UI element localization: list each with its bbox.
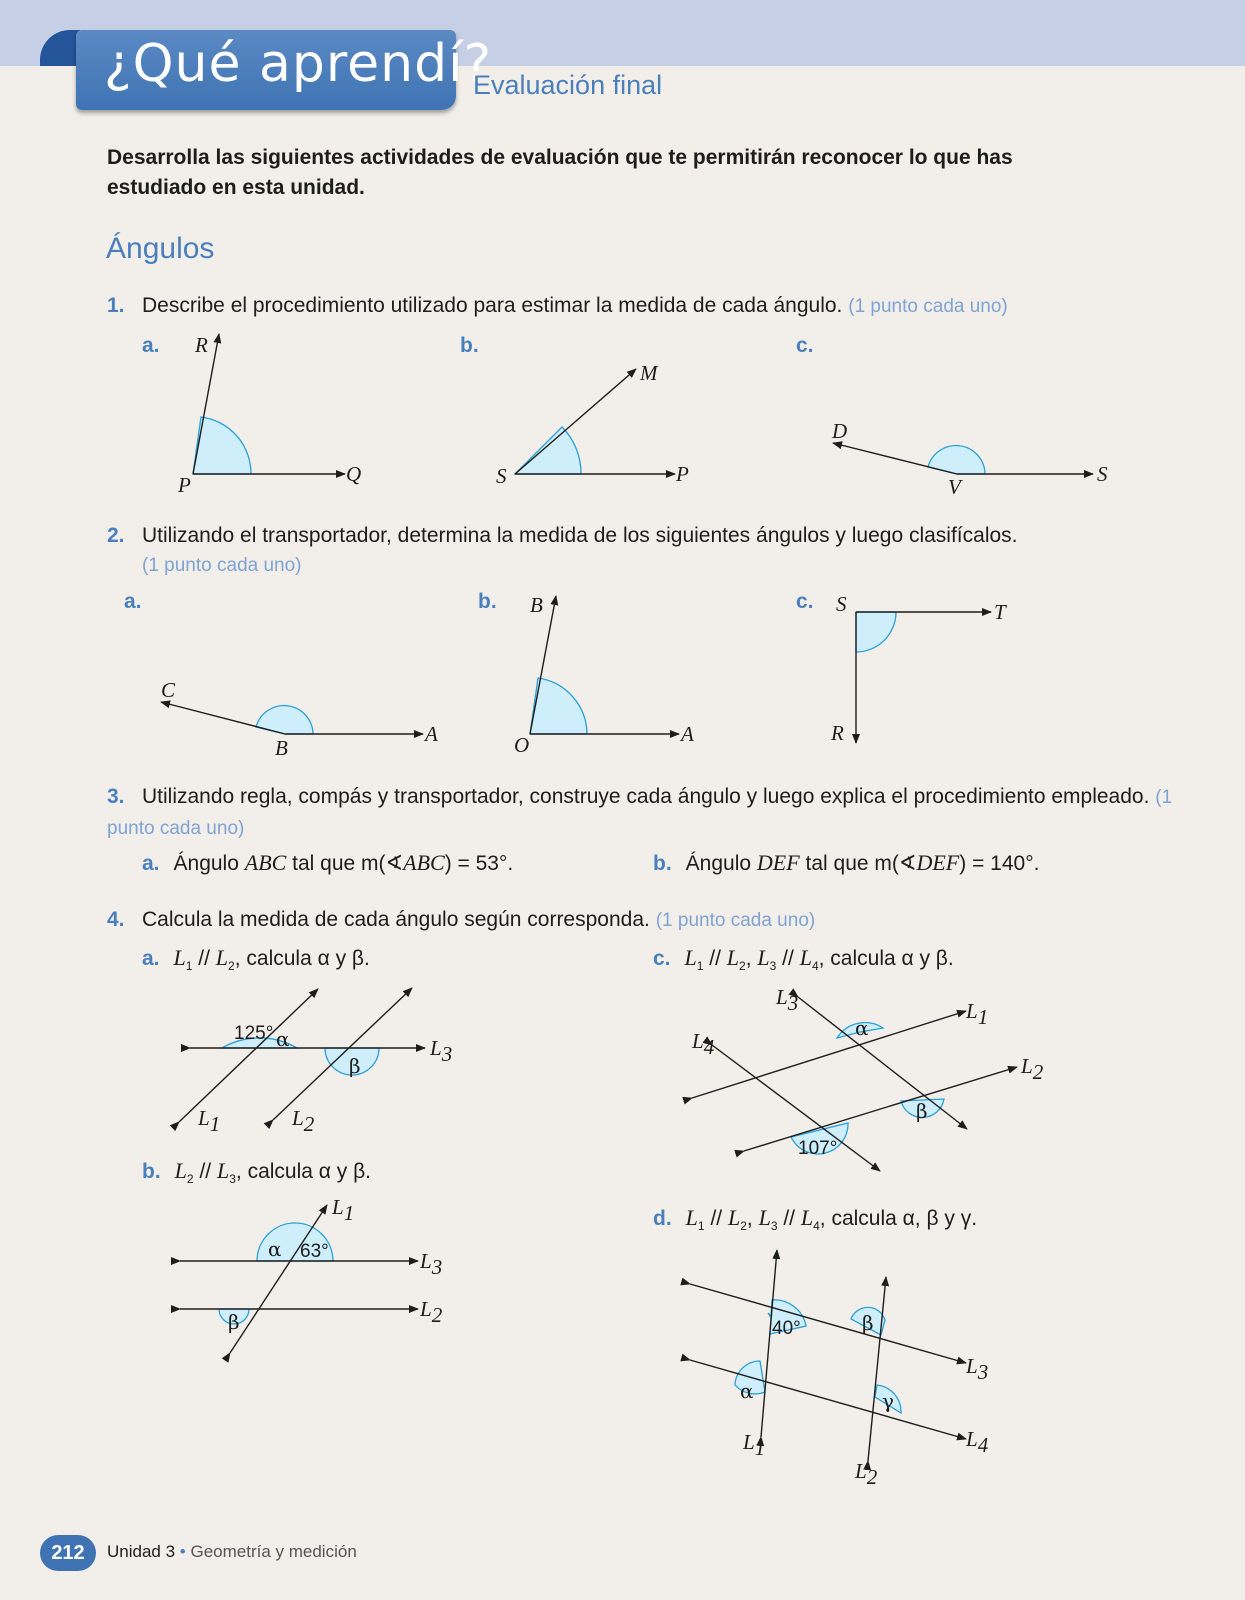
label-L2: L [292, 1106, 304, 1130]
q4-d-statement: d. $L_1 // L_2$, $L_3 // L_4$, calcula α, β y γ. [653, 1205, 978, 1233]
label-L3-sub: 3 [441, 1042, 453, 1066]
label-R: R [831, 721, 844, 745]
question-number: 1. [107, 294, 125, 317]
question-number: 4. [107, 908, 125, 931]
label-L3: L [966, 1354, 978, 1378]
line-L1-sub: 1 [696, 959, 704, 973]
gamma-label: γ [882, 1389, 894, 1413]
label-L1: L [966, 999, 978, 1023]
label-L2: L [1021, 1054, 1033, 1078]
line-L2: L [726, 945, 740, 970]
question-text: Utilizando regla, compás y transportador, construye cada ángulo y luego explica el procedimiento empleado. [142, 785, 1150, 808]
svg-text:L4 [965, 1427, 989, 1457]
option-letter: b. [142, 1160, 161, 1183]
angle-figure-q2a [161, 678, 438, 760]
question-text: Utilizando el transportador, determina la medida de los siguientes ángulos y luego clasifícalos. [142, 524, 1018, 547]
angle-63: 63° [300, 1241, 329, 1262]
label-L1: L [332, 1195, 344, 1219]
angle-figure-q1c [831, 419, 1108, 499]
alpha-label: α [855, 1016, 869, 1040]
svg-text:L3 [429, 1036, 452, 1066]
label-Q: Q [346, 462, 362, 486]
intro-text: Desarrolla las siguientes actividades de evaluación que te permitirán reconocer lo que has estudiado en esta unidad. [107, 146, 1013, 199]
option-letter: a. [142, 852, 160, 875]
label-L3-sub: 3 [787, 991, 799, 1015]
line-L1-sub: 1 [185, 959, 193, 973]
question-text: Calcula la medida de cada ángulo según corresponda. [142, 908, 650, 931]
label-L2-sub: 2 [866, 1465, 878, 1489]
alpha-label: α [276, 1027, 290, 1051]
line-L1: L [173, 945, 186, 970]
label-L2: L [420, 1297, 432, 1321]
q2-a-letter: a. [124, 590, 142, 613]
label-L3: L [420, 1249, 432, 1273]
line-L1-sub: 1 [697, 1219, 705, 1233]
page-subtitle: Evaluación final [473, 70, 663, 100]
footer-unit: Unidad 3 [107, 1542, 176, 1561]
q1-c-letter: c. [796, 334, 814, 357]
condition-text: calcula α, β y γ. [831, 1207, 978, 1230]
svg-text:L3 [775, 985, 798, 1015]
label-D: D [832, 419, 848, 443]
svg-text:L2 [1020, 1054, 1044, 1084]
svg-text:L1 [331, 1195, 354, 1225]
label-L2-sub: 2 [431, 1303, 443, 1327]
option-text: ) = 53°. [444, 852, 514, 875]
label-L1-sub: 1 [343, 1201, 355, 1225]
label-S: S [836, 592, 847, 616]
figure-q4b [180, 1195, 443, 1353]
angle-125: 125° [234, 1023, 274, 1044]
figure-q4c [691, 985, 1044, 1171]
label-O: O [514, 733, 530, 757]
q1-a-letter: a. [142, 334, 160, 357]
label-A: A [681, 722, 694, 746]
angle-figure-q1a [177, 333, 361, 497]
label-S: S [1097, 462, 1108, 486]
label-V: V [948, 475, 961, 499]
page-title: ¿Qué aprendí? [104, 34, 493, 94]
label-L3: L [776, 985, 788, 1009]
question-2 [107, 521, 1157, 551]
footer-text [107, 1542, 357, 1562]
label-B: B [275, 736, 288, 760]
question-number: 3. [107, 785, 125, 808]
label-P: P [676, 462, 689, 486]
label-L1-sub: 1 [977, 1005, 989, 1029]
alpha-label: α [740, 1379, 754, 1403]
points-note: (1 punto cada uno) [107, 787, 1173, 839]
label-R: R [195, 333, 208, 357]
line-L1: L [685, 1205, 698, 1230]
alpha-label: α [268, 1237, 282, 1261]
option-text: Ángulo [173, 852, 245, 875]
label-L4-sub: 4 [977, 1433, 989, 1457]
label-A: A [425, 722, 438, 746]
condition-text: calcula α y β. [830, 947, 954, 970]
points-note: (1 punto cada uno) [848, 296, 1008, 317]
line-L2: L [174, 1158, 187, 1183]
line-L2-sub: 2 [740, 1219, 747, 1233]
line-L3: L [758, 1205, 771, 1230]
label-L3: L [430, 1036, 442, 1060]
q1-b-letter: b. [460, 334, 479, 357]
svg-text:L1 [965, 999, 988, 1029]
label-L3-sub: 3 [431, 1255, 443, 1279]
option-letter: a. [142, 947, 160, 970]
angle-name: ABC [403, 850, 445, 875]
q4-a-statement: a. $L_1 // L_2$, calcula α y β. [142, 945, 370, 973]
figure-q4a [179, 988, 452, 1136]
option-text: tal que m(∢ [799, 852, 917, 875]
svg-text:L3 [419, 1249, 442, 1279]
label-S: S [496, 464, 507, 488]
label-L4: L [692, 1029, 704, 1053]
angle-figure-q1b [496, 361, 689, 488]
option-letter: d. [653, 1207, 672, 1230]
svg-text:L2 [854, 1459, 878, 1489]
footer-topic: Geometría y medición [190, 1542, 357, 1561]
svg-text:L2 [291, 1106, 315, 1136]
svg-text:L1 [197, 1106, 220, 1136]
line-L3: L [216, 1158, 230, 1183]
option-text: ) = 140°. [959, 852, 1040, 875]
angle-40: 40° [772, 1318, 801, 1339]
angle-figure-q2b [514, 593, 694, 757]
condition-text: calcula α y β. [247, 1160, 371, 1183]
line-L2: L [215, 945, 229, 970]
beta-label: β [349, 1054, 361, 1078]
line-L4-sub: 4 [813, 1219, 820, 1233]
label-L3-sub: 3 [977, 1360, 989, 1384]
line-L4: L [800, 1205, 814, 1230]
angle-name: DEF [916, 850, 960, 875]
points-note: (1 punto cada uno) [655, 910, 816, 931]
label-P: P [178, 473, 191, 497]
q4-b-statement: b. $L_2 // L_3$, calcula α y β. [142, 1158, 371, 1186]
line-L2-sub: 2 [228, 959, 235, 973]
svg-text:L3 [965, 1354, 988, 1384]
question-number: 2. [107, 524, 125, 547]
label-T: T [994, 600, 1006, 624]
line-L2: L [727, 1205, 741, 1230]
label-C: C [161, 678, 176, 702]
label-L4: L [966, 1427, 978, 1451]
question-3 [107, 782, 1177, 844]
line-L1: L [684, 945, 697, 970]
label-L2-sub: 2 [303, 1112, 315, 1136]
q3-option-b [653, 850, 1039, 876]
label-L2: L [855, 1459, 867, 1483]
q2-b-letter: b. [478, 590, 497, 613]
label-M: M [640, 361, 658, 385]
line-L3: L [757, 945, 770, 970]
svg-text:L4 [691, 1029, 715, 1059]
q4-c-statement: c. $L_1 // L_2$, $L_3 // L_4$, calcula α y β. [653, 945, 954, 973]
label-L4-sub: 4 [703, 1035, 715, 1059]
option-letter: c. [653, 947, 671, 970]
beta-label: β [916, 1099, 928, 1123]
label-L1: L [198, 1106, 210, 1130]
label-L1-sub: 1 [754, 1436, 766, 1460]
condition-text: calcula α y β. [246, 947, 370, 970]
line-L4: L [799, 945, 812, 970]
line-L3-sub: 3 [229, 1172, 236, 1186]
angle-name: DEF [756, 850, 800, 875]
option-letter: b. [653, 852, 672, 875]
line-L3-sub: 3 [770, 1219, 778, 1233]
svg-text:L2 [419, 1297, 443, 1327]
option-text: Ángulo [685, 852, 757, 875]
beta-label: β [862, 1311, 874, 1335]
line-L3-sub: 3 [769, 959, 777, 973]
label-B: B [530, 593, 543, 617]
label-L1-sub: 1 [209, 1112, 221, 1136]
question-4 [107, 905, 1157, 936]
beta-label: β [228, 1310, 240, 1334]
q2-c-letter: c. [796, 590, 814, 613]
page-number-badge: 212 [40, 1535, 96, 1571]
angle-figure-q2c [830, 592, 1007, 745]
angle-name: ABC [244, 850, 287, 875]
figure-q4d [690, 1250, 989, 1489]
q3-option-a [142, 850, 513, 876]
line-L4-sub: 4 [811, 959, 819, 973]
footer-separator: • [179, 1542, 186, 1561]
question-text: Describe el procedimiento utilizado para estimar la medida de cada ángulo. [142, 294, 843, 317]
line-L2-sub: 2 [186, 1172, 194, 1186]
label-L1: L [743, 1430, 755, 1454]
option-text: tal que m(∢ [286, 852, 404, 875]
points-note: (1 punto cada uno) [142, 555, 302, 576]
section-title: Ángulos [106, 232, 215, 265]
angle-107: 107° [798, 1138, 838, 1159]
line-L2-sub: 2 [739, 959, 746, 973]
label-L2-sub: 2 [1032, 1060, 1044, 1084]
